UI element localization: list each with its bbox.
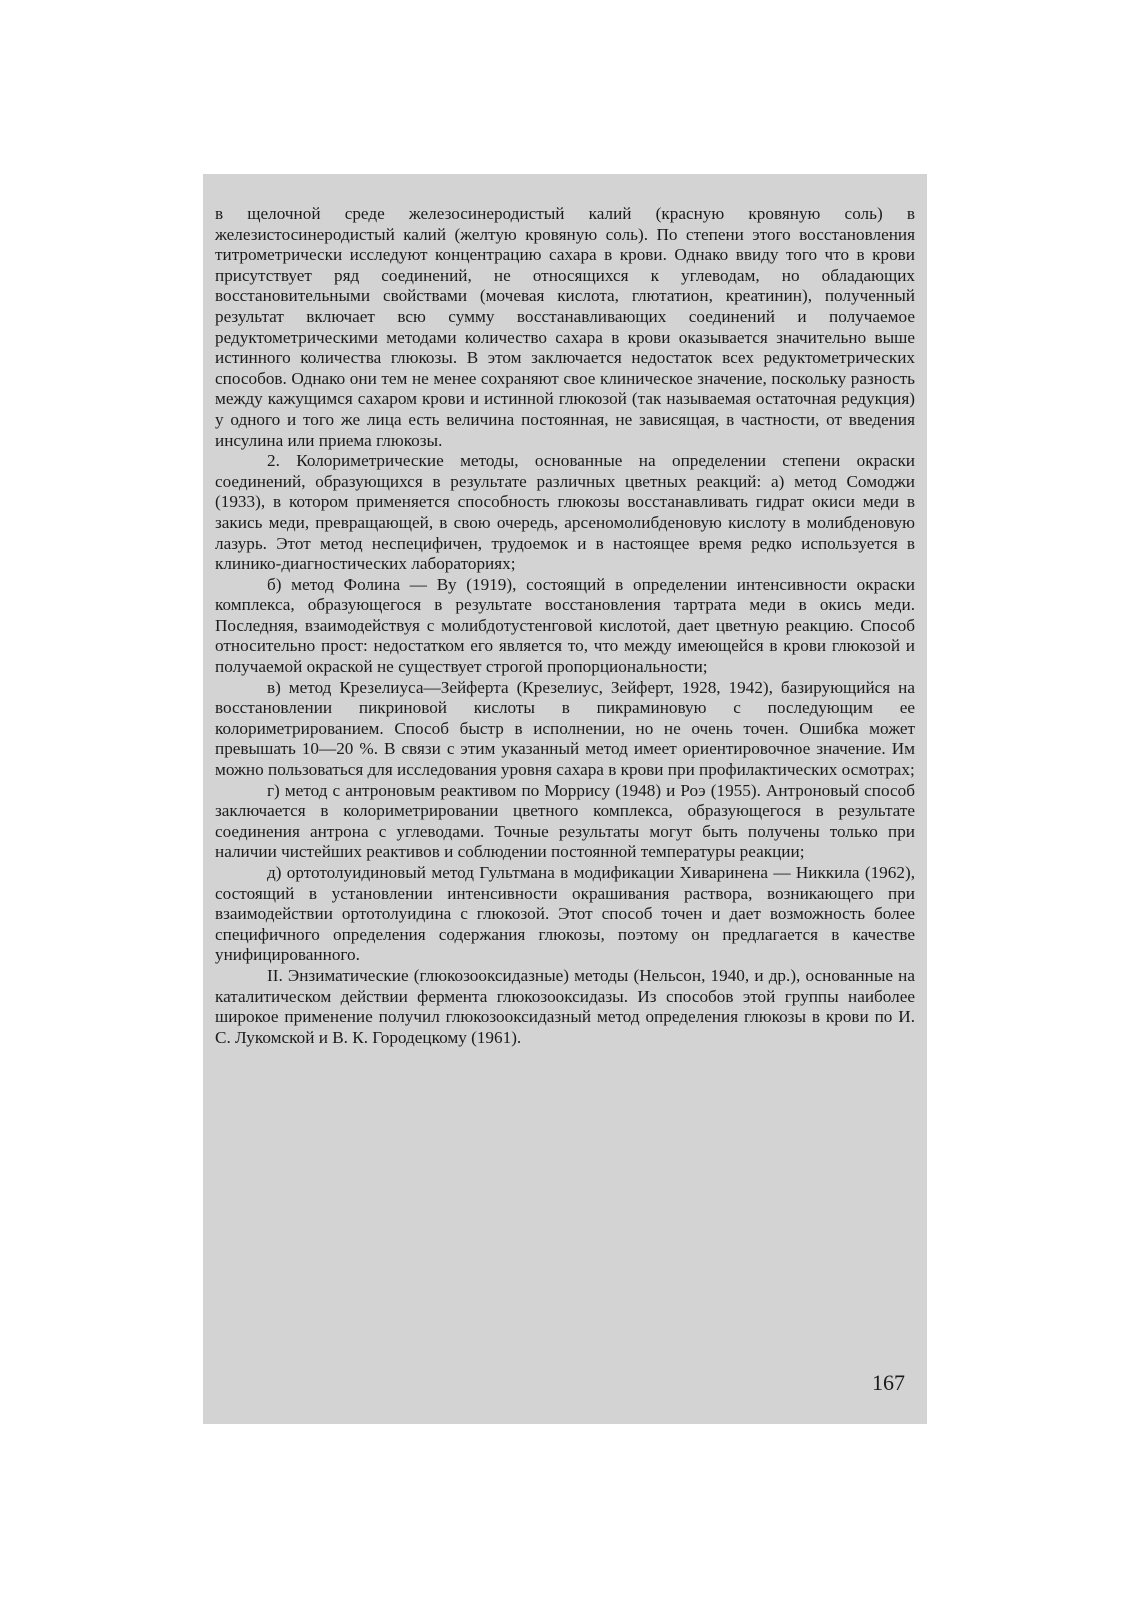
paragraph-7: II. Энзиматические (глюкозооксидазные) методы (Нельсон, 1940, и др.), основанные на каталитическом действии фермента глюкозооксидазы. Из способов этой группы наиболее широкое применение получил глюкозооксидазный метод определения глюкозы в крови по И. С. Лукомской и В. К. Городецкому (1961).: [215, 965, 915, 1047]
page-number: 167: [872, 1370, 905, 1395]
body-text: [215, 204, 915, 1048]
paragraph-1: в щелочной среде железосинеродистый калий (красную кровяную соль) в железистосинеродистый калий (желтую кровяную соль). По степени этого восстановления титрометрически исследуют концентрацию сахара в крови. Однако ввиду того что в крови присутствует ряд соединений, не относящихся к углеводам, но обладающих восстановительными свойствами (мочевая кислота, глютатион, креатинин), полученный результат включает всю сумму восстанавливающих соединений и получаемое редуктометрическими методами количество сахара в крови оказывается значительно выше истинного количества глюкозы. В этом заключается недостаток всех редуктометрических способов. Однако они тем не менее сохраняют свое клиническое значение, поскольку разность между кажущимся сахаром крови и истинной глюкозой (так называемая остаточная редукция) у одного и того же лица есть величина постоянная, не зависящая, в частности, от введения инсулина или приема глюкозы.: [215, 204, 915, 450]
book-page: [203, 174, 927, 1424]
paragraph-3: б) метод Фолина — Ву (1919), состоящий в определении интенсивности окраски комплекса, образующегося в результате восстановления тартрата меди в окись меди. Последняя, взаимодействуя с молибдотустенговой кислотой, дает цветную реакцию. Способ относительно прост: недостатком его является то, что между имеющейся в крови глюкозой и получаемой окраской не существует строгой пропорциональности;: [215, 574, 915, 677]
paragraph-4: в) метод Крезелиуса—Зейферта (Крезелиус, Зейферт, 1928, 1942), базирующийся на восстановлении пикриновой кислоты в пикраминовую с последующим ее колориметрированием. Способ быстр в исполнении, но не очень точен. Ошибка может превышать 10—20 %. В связи с этим указанный метод имеет ориентировочное значение. Им можно пользоваться для исследования уровня сахара в крови при профилактических осмотрах;: [215, 677, 915, 780]
paragraph-6: д) ортотолуидиновый метод Гультмана в модификации Хиваринена — Никкила (1962), состоящий в установлении интенсивности окрашивания раствора, возникающего при взаимодействии ортотолуидина с глюкозой. Этот способ точен и дает возможность более специфичного определения содержания глюкозы, поэтому он предлагается в качестве унифицированного.: [215, 863, 915, 965]
paragraph-5: г) метод с антроновым реактивом по Моррису (1948) и Роэ (1955). Антроновый способ заключается в колориметрировании цветного комплекса, образующегося в результате соединения антрона с углеводами. Точные результаты могут быть получены только при наличии чистейших реактивов и соблюдении постоянной температуры реакции;: [215, 780, 915, 862]
paragraph-2: 2. Колориметрические методы, основанные на определении степени окраски соединений, образующихся в результате различных цветных реакций: а) метод Сомоджи (1933), в котором применяется способность глюкозы восстанавливать гидрат окиси меди в закись меди, превращающей, в свою очередь, арсеномолибденовую кислоту в молибденовую лазурь. Этот метод неспецифичен, трудоемок и в настоящее время редко используется в клинико-диагностических лабораториях;: [215, 451, 915, 574]
